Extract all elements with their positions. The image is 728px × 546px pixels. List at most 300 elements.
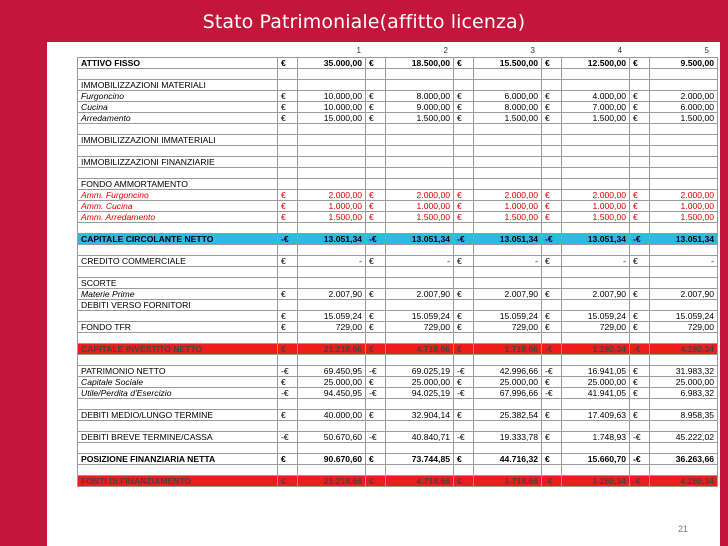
value-cell: 1.748,93 bbox=[562, 432, 630, 443]
currency-cell bbox=[542, 146, 562, 157]
value-cell bbox=[474, 168, 542, 179]
value-cell bbox=[650, 443, 718, 454]
value-cell: - bbox=[474, 256, 542, 267]
table-row bbox=[78, 443, 718, 454]
currency-cell bbox=[454, 443, 474, 454]
currency-cell: € bbox=[454, 58, 474, 69]
currency-cell: € bbox=[366, 410, 386, 421]
currency-cell bbox=[454, 355, 474, 366]
currency-cell bbox=[278, 168, 298, 179]
row-label: FONTI DI FINANZIAMENTO bbox=[78, 476, 278, 487]
row-label: Amm. Cucina bbox=[78, 201, 278, 212]
value-cell bbox=[298, 245, 366, 256]
row-label: CAPITALE INVESTITO NETTO bbox=[78, 344, 278, 355]
column-number: 3 bbox=[530, 46, 535, 55]
value-cell bbox=[474, 333, 542, 344]
currency-cell bbox=[278, 223, 298, 234]
currency-cell: € bbox=[366, 476, 386, 487]
value-cell bbox=[650, 465, 718, 476]
row-label bbox=[78, 267, 278, 278]
currency-cell: € bbox=[278, 113, 298, 124]
row-label bbox=[78, 245, 278, 256]
value-cell bbox=[386, 355, 454, 366]
table-row bbox=[78, 223, 718, 234]
value-cell bbox=[650, 69, 718, 80]
column-number: 4 bbox=[617, 46, 622, 55]
currency-cell bbox=[630, 80, 650, 91]
currency-cell: -€ bbox=[454, 388, 474, 399]
column-number: 1 bbox=[356, 46, 361, 55]
value-cell bbox=[650, 278, 718, 289]
value-cell bbox=[562, 245, 630, 256]
value-cell bbox=[298, 399, 366, 410]
row-label: Utile/Perdita d'Esercizio bbox=[78, 388, 278, 399]
value-cell bbox=[386, 223, 454, 234]
table-row bbox=[78, 135, 718, 146]
value-cell bbox=[650, 124, 718, 135]
value-cell: 13.051,34 bbox=[298, 234, 366, 245]
row-label: DEBITI MEDIO/LUNGO TERMINE bbox=[78, 410, 278, 421]
currency-cell: € bbox=[366, 113, 386, 124]
currency-cell: € bbox=[366, 289, 386, 300]
currency-cell: -€ bbox=[454, 366, 474, 377]
currency-cell: € bbox=[278, 344, 298, 355]
value-cell bbox=[386, 124, 454, 135]
currency-cell: € bbox=[630, 113, 650, 124]
currency-cell: € bbox=[630, 410, 650, 421]
table-row bbox=[78, 267, 718, 278]
currency-cell bbox=[630, 157, 650, 168]
value-cell: 1.500,00 bbox=[298, 212, 366, 223]
value-cell: 4.280,34 bbox=[650, 344, 718, 355]
value-cell bbox=[298, 278, 366, 289]
currency-cell: -€ bbox=[542, 344, 562, 355]
table-row bbox=[78, 168, 718, 179]
row-label: Furgoncino bbox=[78, 91, 278, 102]
value-cell bbox=[298, 157, 366, 168]
currency-cell bbox=[454, 300, 474, 311]
currency-cell: € bbox=[542, 201, 562, 212]
currency-cell bbox=[278, 278, 298, 289]
value-cell bbox=[562, 465, 630, 476]
value-cell bbox=[386, 80, 454, 91]
value-cell: 1.000,00 bbox=[562, 201, 630, 212]
value-cell bbox=[562, 399, 630, 410]
value-cell: 15.660,70 bbox=[562, 454, 630, 465]
table-row bbox=[78, 300, 718, 311]
value-cell: 25.000,00 bbox=[562, 377, 630, 388]
value-cell bbox=[562, 179, 630, 190]
row-label: ATTIVO FISSO bbox=[78, 58, 278, 69]
value-cell: 25.382,54 bbox=[474, 410, 542, 421]
currency-cell bbox=[278, 300, 298, 311]
currency-cell: -€ bbox=[542, 366, 562, 377]
currency-cell bbox=[454, 80, 474, 91]
value-cell: 44.716,32 bbox=[474, 454, 542, 465]
currency-cell bbox=[366, 355, 386, 366]
value-cell: 31.983,32 bbox=[650, 366, 718, 377]
currency-cell: € bbox=[278, 91, 298, 102]
value-cell: 729,00 bbox=[298, 322, 366, 333]
value-cell bbox=[298, 146, 366, 157]
currency-cell: € bbox=[278, 289, 298, 300]
value-cell bbox=[650, 146, 718, 157]
table-row bbox=[78, 256, 718, 267]
value-cell: 15.059,24 bbox=[562, 311, 630, 322]
currency-cell bbox=[454, 267, 474, 278]
currency-cell: € bbox=[366, 311, 386, 322]
value-cell bbox=[474, 465, 542, 476]
value-cell bbox=[650, 179, 718, 190]
currency-cell bbox=[366, 135, 386, 146]
value-cell bbox=[650, 300, 718, 311]
value-cell: 19.333,78 bbox=[474, 432, 542, 443]
value-cell: 1.500,00 bbox=[474, 212, 542, 223]
currency-cell bbox=[366, 168, 386, 179]
value-cell: 1.000,00 bbox=[298, 201, 366, 212]
currency-cell bbox=[542, 465, 562, 476]
currency-cell bbox=[454, 146, 474, 157]
value-cell: 729,00 bbox=[562, 322, 630, 333]
value-cell: 1.500,00 bbox=[474, 113, 542, 124]
currency-cell: € bbox=[630, 377, 650, 388]
value-cell bbox=[474, 399, 542, 410]
currency-cell: -€ bbox=[366, 234, 386, 245]
currency-cell: € bbox=[366, 377, 386, 388]
currency-cell bbox=[630, 135, 650, 146]
currency-cell: -€ bbox=[454, 234, 474, 245]
value-cell: 45.222,02 bbox=[650, 432, 718, 443]
currency-cell bbox=[278, 245, 298, 256]
value-cell: 69.025,19 bbox=[386, 366, 454, 377]
table-row bbox=[78, 58, 718, 69]
value-cell bbox=[298, 443, 366, 454]
value-cell bbox=[474, 157, 542, 168]
table-row bbox=[78, 201, 718, 212]
value-cell bbox=[562, 443, 630, 454]
value-cell: 21.219,66 bbox=[298, 476, 366, 487]
currency-cell bbox=[454, 179, 474, 190]
currency-cell bbox=[454, 157, 474, 168]
currency-cell: -€ bbox=[630, 476, 650, 487]
currency-cell bbox=[278, 465, 298, 476]
currency-cell bbox=[630, 179, 650, 190]
value-cell bbox=[474, 135, 542, 146]
value-cell bbox=[562, 69, 630, 80]
currency-cell bbox=[542, 168, 562, 179]
value-cell: 25.000,00 bbox=[298, 377, 366, 388]
value-cell: 1.500,00 bbox=[650, 113, 718, 124]
value-cell: 16.941,05 bbox=[562, 366, 630, 377]
value-cell: 12.500,00 bbox=[562, 58, 630, 69]
value-cell bbox=[650, 135, 718, 146]
value-cell: 40.000,00 bbox=[298, 410, 366, 421]
currency-cell: € bbox=[278, 410, 298, 421]
currency-cell: € bbox=[454, 190, 474, 201]
currency-cell: € bbox=[630, 388, 650, 399]
currency-cell bbox=[454, 421, 474, 432]
value-cell bbox=[474, 300, 542, 311]
currency-cell bbox=[366, 223, 386, 234]
value-cell: 41.941,05 bbox=[562, 388, 630, 399]
value-cell bbox=[562, 157, 630, 168]
table-row bbox=[78, 245, 718, 256]
currency-cell bbox=[542, 267, 562, 278]
value-cell: 21.219,66 bbox=[298, 344, 366, 355]
value-cell bbox=[386, 443, 454, 454]
currency-cell: € bbox=[454, 344, 474, 355]
currency-cell bbox=[366, 245, 386, 256]
table-row bbox=[78, 476, 718, 487]
currency-cell bbox=[366, 465, 386, 476]
value-cell bbox=[386, 300, 454, 311]
value-cell bbox=[474, 80, 542, 91]
value-cell bbox=[650, 267, 718, 278]
row-label: FONDO AMMORTAMENTO bbox=[78, 179, 278, 190]
currency-cell bbox=[278, 399, 298, 410]
table-row bbox=[78, 91, 718, 102]
balance-sheet-table bbox=[77, 57, 718, 487]
value-cell bbox=[386, 465, 454, 476]
table-row bbox=[78, 465, 718, 476]
table-row bbox=[78, 179, 718, 190]
row-label bbox=[78, 223, 278, 234]
currency-cell: € bbox=[542, 289, 562, 300]
row-label bbox=[78, 421, 278, 432]
currency-cell: € bbox=[542, 322, 562, 333]
row-label: IMMOBILIZZAZIONI MATERIALI bbox=[78, 80, 278, 91]
currency-cell: € bbox=[278, 311, 298, 322]
currency-cell: € bbox=[630, 102, 650, 113]
value-cell: 1.500,00 bbox=[386, 113, 454, 124]
row-label: PATRIMONIO NETTO bbox=[78, 366, 278, 377]
currency-cell: € bbox=[366, 201, 386, 212]
currency-cell bbox=[542, 443, 562, 454]
column-number: 2 bbox=[443, 46, 448, 55]
value-cell: 67.996,66 bbox=[474, 388, 542, 399]
value-cell: 729,00 bbox=[650, 322, 718, 333]
table-row bbox=[78, 432, 718, 443]
currency-cell bbox=[278, 124, 298, 135]
currency-cell bbox=[454, 333, 474, 344]
value-cell: 13.051,34 bbox=[562, 234, 630, 245]
currency-cell: € bbox=[366, 190, 386, 201]
value-cell bbox=[386, 146, 454, 157]
currency-cell: € bbox=[454, 91, 474, 102]
value-cell: 2.000,00 bbox=[650, 190, 718, 201]
currency-cell bbox=[630, 124, 650, 135]
currency-cell: -€ bbox=[278, 234, 298, 245]
value-cell bbox=[562, 300, 630, 311]
value-cell bbox=[386, 69, 454, 80]
value-cell: 729,00 bbox=[386, 322, 454, 333]
currency-cell bbox=[278, 355, 298, 366]
value-cell: 1.500,00 bbox=[650, 212, 718, 223]
currency-cell: -€ bbox=[366, 366, 386, 377]
currency-cell: € bbox=[542, 256, 562, 267]
value-cell bbox=[562, 333, 630, 344]
value-cell bbox=[386, 157, 454, 168]
value-cell: 1.280,34 bbox=[562, 476, 630, 487]
value-cell: 4.000,00 bbox=[562, 91, 630, 102]
currency-cell: € bbox=[366, 212, 386, 223]
row-label bbox=[78, 146, 278, 157]
currency-cell bbox=[630, 245, 650, 256]
table-row bbox=[78, 454, 718, 465]
value-cell: 2.007,90 bbox=[562, 289, 630, 300]
table-row bbox=[78, 311, 718, 322]
value-cell: 1.500,00 bbox=[386, 212, 454, 223]
currency-cell bbox=[366, 421, 386, 432]
currency-cell: € bbox=[366, 454, 386, 465]
value-cell: 94.025,19 bbox=[386, 388, 454, 399]
row-label bbox=[78, 355, 278, 366]
table-row bbox=[78, 69, 718, 80]
currency-cell: € bbox=[454, 113, 474, 124]
spreadsheet bbox=[47, 42, 720, 546]
currency-cell: € bbox=[542, 113, 562, 124]
value-cell: 2.000,00 bbox=[386, 190, 454, 201]
currency-cell bbox=[278, 69, 298, 80]
value-cell: 8.000,00 bbox=[474, 102, 542, 113]
currency-cell bbox=[366, 179, 386, 190]
currency-cell: € bbox=[630, 91, 650, 102]
value-cell bbox=[474, 443, 542, 454]
currency-cell: € bbox=[278, 201, 298, 212]
value-cell: 1.000,00 bbox=[650, 201, 718, 212]
currency-cell bbox=[454, 223, 474, 234]
currency-cell bbox=[366, 278, 386, 289]
currency-cell bbox=[278, 146, 298, 157]
value-cell: 18.500,00 bbox=[386, 58, 454, 69]
value-cell: - bbox=[650, 256, 718, 267]
value-cell bbox=[298, 333, 366, 344]
value-cell bbox=[562, 421, 630, 432]
value-cell: 2.000,00 bbox=[298, 190, 366, 201]
currency-cell: -€ bbox=[366, 388, 386, 399]
currency-cell bbox=[454, 245, 474, 256]
value-cell bbox=[298, 80, 366, 91]
currency-cell bbox=[542, 300, 562, 311]
value-cell: - bbox=[386, 256, 454, 267]
table-row bbox=[78, 157, 718, 168]
currency-cell bbox=[278, 421, 298, 432]
value-cell bbox=[562, 267, 630, 278]
value-cell: 4.719,66 bbox=[386, 476, 454, 487]
value-cell bbox=[386, 245, 454, 256]
table-row bbox=[78, 146, 718, 157]
currency-cell: -€ bbox=[542, 388, 562, 399]
currency-cell bbox=[278, 80, 298, 91]
currency-cell: € bbox=[542, 212, 562, 223]
row-label: SCORTE bbox=[78, 278, 278, 289]
currency-cell: € bbox=[278, 322, 298, 333]
currency-cell bbox=[630, 69, 650, 80]
value-cell: 1.500,00 bbox=[562, 113, 630, 124]
currency-cell: € bbox=[278, 190, 298, 201]
currency-cell: € bbox=[630, 311, 650, 322]
row-label: Amm. Arredamento bbox=[78, 212, 278, 223]
row-label: CREDITO COMMERCIALE bbox=[78, 256, 278, 267]
currency-cell: € bbox=[454, 256, 474, 267]
currency-cell: € bbox=[454, 201, 474, 212]
currency-cell: € bbox=[454, 102, 474, 113]
value-cell: 1.719,66 bbox=[474, 344, 542, 355]
currency-cell: € bbox=[366, 102, 386, 113]
currency-cell bbox=[454, 168, 474, 179]
currency-cell: € bbox=[278, 256, 298, 267]
value-cell: 25.000,00 bbox=[650, 377, 718, 388]
currency-cell bbox=[630, 267, 650, 278]
value-cell: - bbox=[562, 256, 630, 267]
currency-cell bbox=[366, 157, 386, 168]
value-cell bbox=[298, 421, 366, 432]
currency-cell: € bbox=[630, 201, 650, 212]
currency-cell: € bbox=[542, 410, 562, 421]
value-cell bbox=[386, 399, 454, 410]
table-row bbox=[78, 388, 718, 399]
currency-cell bbox=[542, 80, 562, 91]
value-cell bbox=[650, 80, 718, 91]
value-cell: 2.000,00 bbox=[474, 190, 542, 201]
currency-cell: € bbox=[366, 344, 386, 355]
value-cell: 4.280,34 bbox=[650, 476, 718, 487]
currency-cell bbox=[366, 443, 386, 454]
currency-cell: -€ bbox=[542, 234, 562, 245]
currency-cell bbox=[542, 333, 562, 344]
currency-cell: € bbox=[630, 366, 650, 377]
value-cell: 1.719,66 bbox=[474, 476, 542, 487]
value-cell bbox=[650, 157, 718, 168]
value-cell: 729,00 bbox=[474, 322, 542, 333]
currency-cell bbox=[454, 124, 474, 135]
currency-cell bbox=[542, 179, 562, 190]
currency-cell bbox=[542, 223, 562, 234]
currency-cell: -€ bbox=[630, 344, 650, 355]
row-label: Amm. Furgoncino bbox=[78, 190, 278, 201]
currency-cell: € bbox=[542, 91, 562, 102]
slide-title: Stato Patrimoniale(affitto licenza) bbox=[202, 11, 526, 33]
currency-cell bbox=[366, 69, 386, 80]
value-cell bbox=[474, 69, 542, 80]
value-cell bbox=[650, 399, 718, 410]
value-cell: 15.000,00 bbox=[298, 113, 366, 124]
value-cell: 36.263,66 bbox=[650, 454, 718, 465]
currency-cell: € bbox=[454, 377, 474, 388]
value-cell bbox=[298, 355, 366, 366]
currency-cell: € bbox=[278, 377, 298, 388]
value-cell: 2.000,00 bbox=[650, 91, 718, 102]
currency-cell: -€ bbox=[630, 234, 650, 245]
value-cell: 15.059,24 bbox=[298, 311, 366, 322]
currency-cell: € bbox=[278, 454, 298, 465]
value-cell: 17.409,63 bbox=[562, 410, 630, 421]
currency-cell: € bbox=[454, 454, 474, 465]
value-cell bbox=[386, 421, 454, 432]
value-cell: 25.000,00 bbox=[386, 377, 454, 388]
currency-cell bbox=[454, 69, 474, 80]
currency-cell: € bbox=[630, 212, 650, 223]
currency-cell: € bbox=[454, 476, 474, 487]
table-row bbox=[78, 289, 718, 300]
currency-cell: € bbox=[630, 256, 650, 267]
currency-cell: € bbox=[630, 322, 650, 333]
value-cell: 6.983,32 bbox=[650, 388, 718, 399]
table-row bbox=[78, 333, 718, 344]
row-label: IMMOBILIZZAZIONI IMMATERIALI bbox=[78, 135, 278, 146]
table-row bbox=[78, 124, 718, 135]
row-label: Materie Prime bbox=[78, 289, 278, 300]
